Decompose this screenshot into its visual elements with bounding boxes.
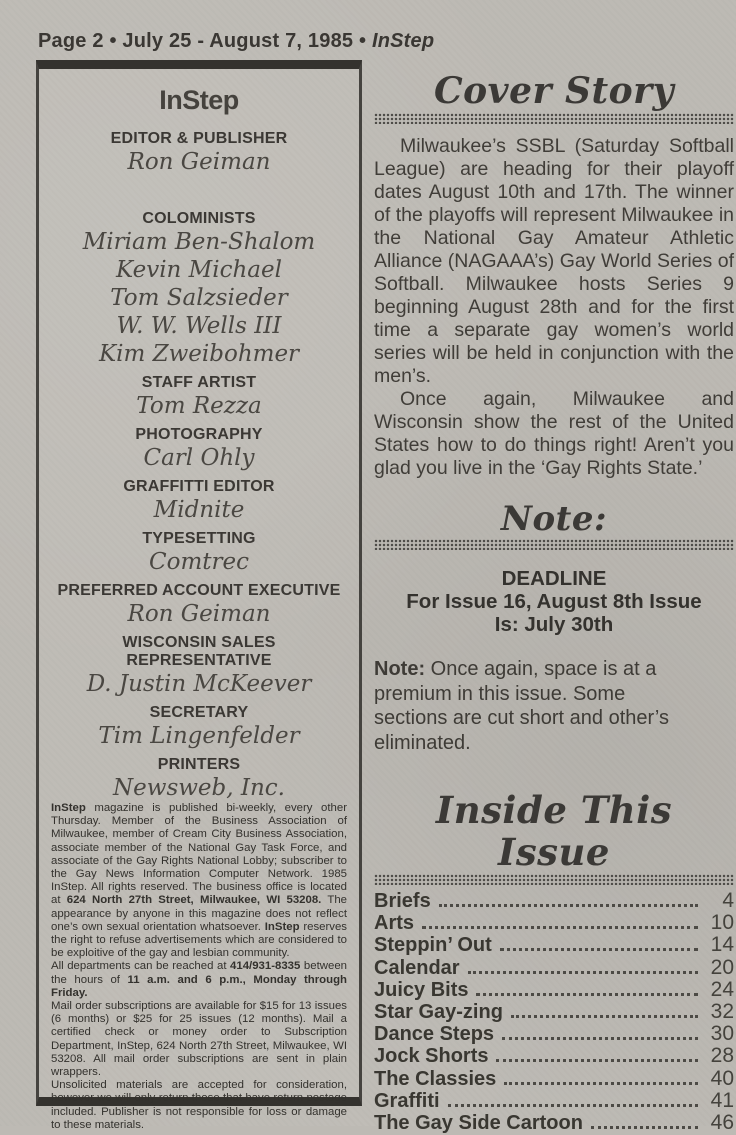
toc-row [374,1022,734,1044]
staff-section-secretary [51,704,347,750]
toc-label: Dance Steps [374,1023,495,1046]
toc-dot-leader [504,1082,698,1085]
cover-story-paragraph: Once again, Milwaukee and Wisconsin show the rest of the United States how to do things right! Aren’t you glad you live in the ‘Gay Rights State.’ [374,388,734,479]
toc-dot-leader [422,926,698,929]
halftone-band [374,874,734,885]
staff-title: PHOTOGRAPHY [135,426,263,443]
halftone-band [374,113,734,124]
staff-name: Ron Geiman [127,601,271,627]
masthead-fine-print [51,802,347,1132]
toc-row [374,1067,734,1089]
fine-print-paragraph: InStep magazine is published bi-weekly, every other Thursday. Member of the Business Association of Milwaukee, member of Cream City Business Association, associate member of the National Gay Task Force, and associate of the Gay Rights National Lobby; subscriber to the Gay News Information Computer Network. 1985 InStep. All rights reserved. The business office is located at 624 North 27th Street, Milwaukee, WI 53208. The appearance by anyone in this magazine does not reflect one’s own sexual orientation whatsoever. InStep reserves the right to refuse advertisements which are considered to be exploitive of the gay and lesbian community. [51,802,348,960]
table-of-contents [374,889,734,1133]
staff-section-editor-publisher [51,130,347,176]
cover-story-paragraph: Milwaukee’s SSBL (Saturday Softball League) are heading for their playoff dates August 10th and 17th. The winner of the playoffs will represent Milwaukee in the National Gay Amateur Athletic Alliance (NAGAAA’s) Gay World Series of Softball. Milwaukee hosts Series 9 beginning August 28th and for the first time a separate gay women’s world series will be held in conjunction with the men’s. [374,135,734,387]
staff-name: Kevin Michael [116,257,282,283]
deadline-line: For Issue 16, August 8th Issue [406,590,702,613]
staff-name: W. W. Wells III [116,313,282,339]
staff-name: D. Justin McKeever [86,671,312,697]
toc-label: Juicy Bits [374,978,469,1001]
staff-title: STAFF ARTIST [141,374,257,391]
toc-row [374,933,734,955]
toc-dot-leader [496,1059,698,1062]
toc-label: Steppin’ Out [374,934,492,957]
staff-name: Newsweb, Inc. [113,775,285,801]
toc-label: Briefs [374,890,431,912]
staff-name: Carl Ohly [143,445,255,471]
toc-page-number: 41 [710,1088,734,1112]
toc-page-number: 20 [710,955,734,979]
halftone-band [374,539,734,550]
toc-dot-leader [468,971,698,974]
toc-row [374,1111,734,1133]
toc-dot-leader [476,993,698,996]
toc-row [374,1000,734,1022]
staff-title: EDITOR & PUBLISHER [110,130,288,147]
staff-title: PREFERRED ACCOUNT EXECUTIVE [57,582,341,599]
staff-name: Kim Zweibohmer [98,341,300,367]
toc-dot-leader [439,904,698,907]
staff-name: Comtrec [149,549,249,575]
deadline-line: Is: July 30th [494,613,614,636]
staff-section-staff-artist [51,374,347,420]
toc-dot-leader [511,1015,698,1018]
staff-title: GRAFFITTI EDITOR [123,478,275,495]
toc-label: Graffiti [374,1089,440,1112]
cover-story-title: Cover Story [433,70,674,112]
staff-title: WISCONSIN SALES REPRESENTATIVE [122,634,276,669]
toc-page-number: 10 [710,911,734,935]
fine-print-paragraph: All departments can be reached at 414/931-8335 between the hours of 11 a.m. and 6 p.m., Monday through Friday. [51,960,347,999]
toc-dot-leader [502,1037,698,1040]
staff-section-account-executive [51,582,347,628]
staff-section-colominists [51,210,347,368]
right-column [374,60,734,1133]
staff-name: Tom Rezza [136,393,262,419]
staff-name: Tim Lingenfelder [98,723,300,749]
toc-dot-leader [500,948,698,951]
staff-title: COLOMINISTS [142,210,256,227]
fine-print-paragraph: Mail order subscriptions are available for $15 for 13 issues (6 months) or $25 for 25 issues (12 months). Mail a certified check or money order to Subscription Department, InStep, 624 North 27th Street, Milwaukee, WI 53208. All mail order subscriptions are sent in plain wrappers. [51,1000,347,1079]
staff-section-sales-representative [51,634,347,698]
note-paragraph: Note: Once again, space is at a premium in this issue. Some sections are cut short and other’s eliminated. [374,658,669,754]
deadline-block [374,567,734,636]
toc-row [374,978,734,1000]
toc-label: Arts [374,912,415,935]
toc-row [374,956,734,978]
fine-print-paragraph: Unsolicited materials are accepted for consideration, however we will only return those that have return postage included. Publisher is not responsible for loss or damage to these materials. [51,1079,347,1131]
staff-section-graffitti-editor [51,478,347,524]
toc-page-number: 24 [710,977,734,1001]
toc-page-number: 32 [710,999,734,1023]
toc-page-number: 4 [722,889,734,912]
staff-title: TYPESETTING [142,530,256,547]
staff-name: Midnite [153,497,245,523]
masthead-logo: InStep [159,85,239,115]
toc-page-number: 46 [710,1110,734,1134]
toc-label: Star Gay-zing [374,1000,503,1023]
staff-title: PRINTERS [157,756,241,773]
toc-dot-leader [591,1126,698,1129]
toc-page-number: 30 [710,1022,734,1046]
toc-row [374,889,734,911]
toc-title: Inside This Issue [435,788,673,874]
toc-label: The Classies [374,1067,497,1090]
deadline-line: DEADLINE [501,567,607,590]
staff-section-printers [51,756,347,802]
staff-title: SECRETARY [149,704,249,721]
staff-name: Ron Geiman [127,149,271,175]
cover-story-body [374,135,734,480]
staff-section-photography [51,426,347,472]
toc-label: Jock Shorts [374,1045,489,1068]
note-title: Note: [500,499,608,539]
staff-section-typesetting [51,530,347,576]
masthead-box [36,60,362,1131]
toc-label: Calendar [374,956,460,979]
page-header: Page 2 • July 25 - August 7, 1985 • InStep [38,30,435,52]
toc-row [374,1044,734,1066]
toc-row [374,1089,734,1111]
toc-page-number: 14 [710,933,734,957]
toc-label: The Gay Side Cartoon [374,1111,583,1134]
toc-row [374,911,734,933]
staff-name: Miriam Ben-Shalom [82,229,316,255]
toc-page-number: 40 [710,1066,734,1090]
staff-name: Tom Salzsieder [110,285,288,311]
toc-dot-leader [448,1104,698,1107]
toc-page-number: 28 [710,1044,734,1068]
